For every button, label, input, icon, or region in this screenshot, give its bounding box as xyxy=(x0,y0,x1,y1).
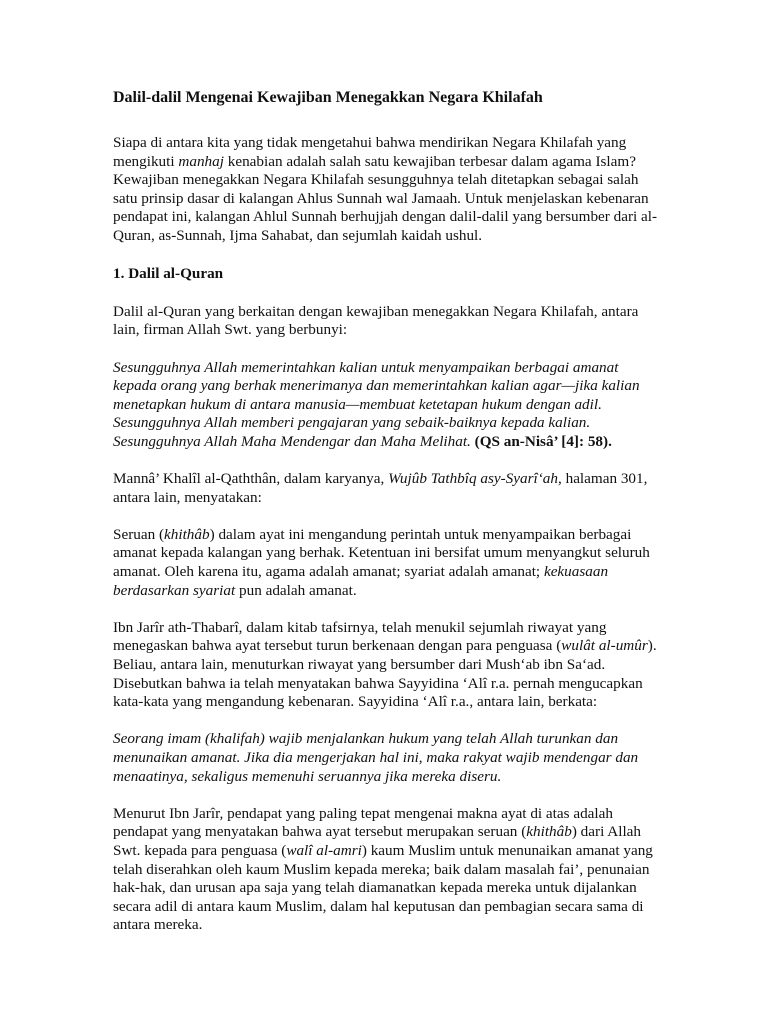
paragraph-ibn-jarir xyxy=(113,619,658,712)
paragraph-menurut-ibn-jarir xyxy=(113,805,658,935)
p4-text-1: Ibn Jarîr ath-Thabarî, dalam kitab tafsirnya, telah menukil sejumlah riwayat yang menegaskan bahwa ayat tersebut turun berkenaan dengan para penguasa ( xyxy=(113,618,607,655)
p5-text-2: ) dari Allah Swt. kepada para penguasa ( xyxy=(113,823,641,859)
p5-italic-wali-al-amri: walî al-amri xyxy=(286,841,362,859)
intro-text-2: kenabian adalah salah satu kewajiban terbesar dalam agama Islam? Kewajiban menegakkan Negara Khilafah sesungguhnya telah ditetapkan sebagai salah satu prinsip dasar di kalangan Ahlus Sunnah wal Jamaah. Untuk menjelaskan kebenaran pendapat ini, kalangan Ahlul Sunnah berhujjah dengan dalil-dalil yang bersumber dari al-Quran, as-Sunnah, Ijma Sahabat, dan sejumlah kaidah ushul. xyxy=(113,152,658,244)
p2-text-1: Mannâ’ Khalîl al-Qaththân, dalam karyanya, xyxy=(113,470,389,488)
p3-text-2: ) dalam ayat ini mengandung perintah untuk menyampaikan berbagai amanat kepada kalangan yang berhak. Ketentuan ini bersifat umum menyangkut seluruh amanat. Oleh karena itu, agama adalah amanat; syariat adalah amanat; xyxy=(113,525,650,581)
quote-an-nisa xyxy=(113,359,658,452)
p2-text-2: , halaman 301, antara lain, menyatakan: xyxy=(113,470,648,506)
p5-text-3: ) kaum Muslim untuk menunaikan amanat yang telah diserahkan oleh kaum Muslim kepada mereka; baik dalam masalah fai’, penunaian hak-hak, dan urusan apa saja yang telah diamanatkan kepada mereka untuk dijalankan secara adil di antara kaum Muslim, dalam hal keputusan dan pembagian secara sama di antara mereka. xyxy=(113,841,653,934)
quote-an-nisa-text: Sesungguhnya Allah memerintahkan kalian untuk menyampaikan berbagai amanat kepada orang yang berhak menerimanya dan memerintahkan kalian agar—jika kalian menetapkan hukum di antara manusia—membuat ketetapan hukum dengan adil. Sesungguhnya Allah memberi pengajaran yang sebaik-baiknya kepada kalian. Sesungguhnya Allah Maha Mendengar dan Maha Melihat. xyxy=(113,358,640,450)
paragraph-seruan xyxy=(113,526,658,600)
p3-italic-kekuasaan: kekuasaan berdasarkan syariat xyxy=(113,563,609,599)
p3-text-1: Seruan ( xyxy=(113,525,165,543)
document-page xyxy=(113,88,658,935)
intro-text-1: Siapa di antara kita yang tidak mengetahui bahwa mendirikan Negara Khilafah yang mengikuti xyxy=(113,134,627,170)
intro-paragraph xyxy=(113,134,658,246)
p3-text-3: pun adalah amanat. xyxy=(235,581,357,599)
document-title: Dalil-dalil Mengenai Kewajiban Menegakkan Negara Khilafah xyxy=(113,89,543,106)
p4-text-2: ). Beliau, antara lain, menuturkan riwayat yang bersumber dari Mush‘ab ibn Sa‘ad. Disebutkan bahwa ia telah menyatakan bahwa Sayyidina ‘Alî r.a. pernah mengucapkan kata-kata yang mengandung kebenaran. Sayyidina ‘Alî r.a., antara lain, berkata: xyxy=(113,637,657,711)
paragraph-dalil-intro: Dalil al-Quran yang berkaitan dengan kewajiban menegakkan Negara Khilafah, antara lain, firman Allah Swt. yang berbunyi: xyxy=(113,302,639,339)
intro-italic-manhaj: manhaj xyxy=(178,152,224,170)
quote-sayyidina-ali xyxy=(113,730,658,786)
p5-text-1: Menurut Ibn Jarîr, pendapat yang paling tepat mengenai makna ayat di atas adalah pendapat yang menyatakan bahwa ayat tersebut merupakan seruan ( xyxy=(113,804,613,841)
section-heading-dalil-quran: 1. Dalil al-Quran xyxy=(113,265,224,283)
p2-italic-book-title: Wujûb Tathbîq asy-Syarî‘ah xyxy=(388,470,558,488)
quote-ali-text: Seorang imam (khalifah) wajib menjalankan hukum yang telah Allah turunkan dan menunaikan amanat. Jika dia mengerjakan hal ini, maka rakyat wajib mendengar dan menaatinya, sekaligus memenuhi seruannya jika mereka diseru. xyxy=(113,730,639,785)
p5-italic-khithab: khithâb xyxy=(526,823,572,841)
p3-italic-khithab: khithâb xyxy=(164,525,210,543)
quote-an-nisa-reference: (QS an-Nisâ’ [4]: 58). xyxy=(474,432,612,450)
paragraph-manna-khalil xyxy=(113,470,658,507)
p4-italic-wulat: wulât al-umûr xyxy=(561,637,648,655)
